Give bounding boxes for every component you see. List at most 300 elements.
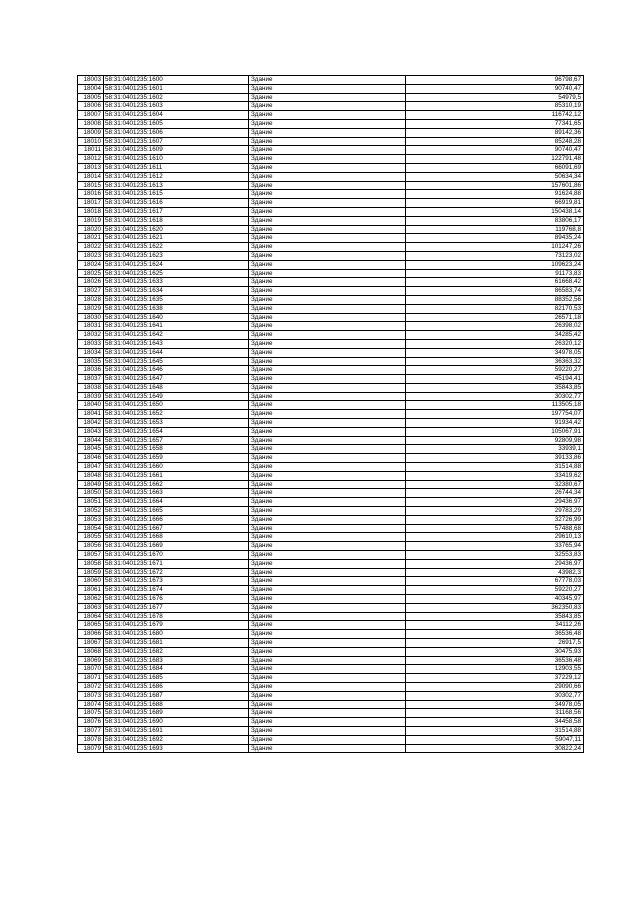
cadastral-value: 66091,69: [406, 163, 584, 172]
cadastral-number: 58:31:0401235:1688: [104, 700, 249, 709]
table-row: [78, 656, 584, 665]
row-number: 18011: [78, 146, 104, 155]
object-type: Здание: [249, 322, 406, 331]
table-row: [78, 146, 584, 155]
table-row: [78, 612, 584, 621]
row-number: 18070: [78, 665, 104, 674]
cadastral-number: 58:31:0401235:1611: [104, 163, 249, 172]
cadastral-number: 58:31:0401235:1601: [104, 84, 249, 93]
object-type: Здание: [249, 709, 406, 718]
cadastral-value: 30475,93: [406, 647, 584, 656]
cadastral-value: 36536,48: [406, 656, 584, 665]
row-number: 18033: [78, 339, 104, 348]
table-row: [78, 436, 584, 445]
object-type: Здание: [249, 119, 406, 128]
cadastral-value: 89142,36: [406, 128, 584, 137]
row-number: 18056: [78, 542, 104, 551]
row-number: 18071: [78, 674, 104, 683]
table-row: [78, 243, 584, 252]
object-type: Здание: [249, 559, 406, 568]
table-row: [78, 207, 584, 216]
row-number: 18020: [78, 225, 104, 234]
cadastral-value: 36536,48: [406, 630, 584, 639]
row-number: 18015: [78, 181, 104, 190]
row-number: 18049: [78, 480, 104, 489]
cadastral-number: 58:31:0401235:1693: [104, 744, 249, 753]
row-number: 18030: [78, 313, 104, 322]
object-type: Здание: [249, 427, 406, 436]
row-number: 18038: [78, 383, 104, 392]
cadastral-number: 58:31:0401235:1643: [104, 339, 249, 348]
cadastral-number: 58:31:0401235:1648: [104, 383, 249, 392]
row-number: 18057: [78, 551, 104, 560]
cadastral-value: 113505,18: [406, 401, 584, 410]
object-type: Здание: [249, 410, 406, 419]
table-row: [78, 128, 584, 137]
row-number: 18066: [78, 630, 104, 639]
cadastral-value: 26744,34: [406, 489, 584, 498]
table-body: [78, 76, 584, 753]
table-row: [78, 111, 584, 120]
row-number: 18021: [78, 234, 104, 243]
object-type: Здание: [249, 216, 406, 225]
object-type: Здание: [249, 647, 406, 656]
cadastral-value: 34978,05: [406, 700, 584, 709]
table-row: [78, 427, 584, 436]
object-type: Здание: [249, 199, 406, 208]
table-row: [78, 339, 584, 348]
cadastral-number: 58:31:0401235:1683: [104, 656, 249, 665]
object-type: Здание: [249, 269, 406, 278]
object-type: Здание: [249, 313, 406, 322]
cadastral-number: 58:31:0401235:1604: [104, 111, 249, 120]
cadastral-value: 116742,12: [406, 111, 584, 120]
cadastral-value: 77341,65: [406, 119, 584, 128]
row-number: 18055: [78, 533, 104, 542]
cadastral-number: 58:31:0401235:1689: [104, 709, 249, 718]
row-number: 18029: [78, 304, 104, 313]
cadastral-number: 58:31:0401235:1673: [104, 577, 249, 586]
object-type: Здание: [249, 489, 406, 498]
table-row: [78, 744, 584, 753]
cadastral-number: 58:31:0401235:1671: [104, 559, 249, 568]
cadastral-number: 58:31:0401235:1640: [104, 313, 249, 322]
cadastral-value: 31168,56: [406, 709, 584, 718]
cadastral-value: 12903,55: [406, 665, 584, 674]
cadastral-number: 58:31:0401235:1634: [104, 287, 249, 296]
table-row: [78, 190, 584, 199]
table-row: [78, 392, 584, 401]
row-number: 18027: [78, 287, 104, 296]
cadastral-number: 58:31:0401235:1602: [104, 93, 249, 102]
cadastral-value: 66919,81: [406, 199, 584, 208]
cadastral-number: 58:31:0401235:1645: [104, 357, 249, 366]
cadastral-number: 58:31:0401235:1668: [104, 533, 249, 542]
cadastral-number: 58:31:0401235:1678: [104, 612, 249, 621]
cadastral-value: 26398,02: [406, 322, 584, 331]
table-row: [78, 735, 584, 744]
row-number: 18065: [78, 621, 104, 630]
object-type: Здание: [249, 524, 406, 533]
cadastral-value: 31514,88: [406, 463, 584, 472]
row-number: 18003: [78, 76, 104, 85]
table-row: [78, 102, 584, 111]
table-row: [78, 366, 584, 375]
table-row: [78, 718, 584, 727]
row-number: 18012: [78, 155, 104, 164]
row-number: 18069: [78, 656, 104, 665]
row-number: 18017: [78, 199, 104, 208]
cadastral-number: 58:31:0401235:1684: [104, 665, 249, 674]
object-type: Здание: [249, 445, 406, 454]
row-number: 18006: [78, 102, 104, 111]
row-number: 18064: [78, 612, 104, 621]
row-number: 18005: [78, 93, 104, 102]
object-type: Здание: [249, 674, 406, 683]
cadastral-number: 58:31:0401235:1685: [104, 674, 249, 683]
object-type: Здание: [249, 718, 406, 727]
table-row: [78, 691, 584, 700]
row-number: 18060: [78, 577, 104, 586]
row-number: 18052: [78, 507, 104, 516]
table-row: [78, 445, 584, 454]
cadastral-number: 58:31:0401235:1605: [104, 119, 249, 128]
table-row: [78, 463, 584, 472]
row-number: 18009: [78, 128, 104, 137]
table-row: [78, 665, 584, 674]
table-row: [78, 269, 584, 278]
cadastral-value: 54979,5: [406, 93, 584, 102]
table-row: [78, 260, 584, 269]
row-number: 18028: [78, 295, 104, 304]
object-type: Здание: [249, 665, 406, 674]
object-type: Здание: [249, 700, 406, 709]
cadastral-value: 34458,58: [406, 718, 584, 727]
table-row: [78, 331, 584, 340]
object-type: Здание: [249, 454, 406, 463]
cadastral-number: 58:31:0401235:1687: [104, 691, 249, 700]
cadastral-number: 58:31:0401235:1618: [104, 216, 249, 225]
object-type: Здание: [249, 93, 406, 102]
object-type: Здание: [249, 612, 406, 621]
table-row: [78, 524, 584, 533]
cadastral-number: 58:31:0401235:1641: [104, 322, 249, 331]
row-number: 18067: [78, 639, 104, 648]
cadastral-value: 90740,47: [406, 84, 584, 93]
cadastral-number: 58:31:0401235:1661: [104, 471, 249, 480]
object-type: Здание: [249, 621, 406, 630]
cadastral-value: 88352,56: [406, 295, 584, 304]
object-type: Здание: [249, 656, 406, 665]
cadastral-number: 58:31:0401235:1642: [104, 331, 249, 340]
cadastral-number: 58:31:0401235:1616: [104, 199, 249, 208]
table-row: [78, 278, 584, 287]
row-number: 18047: [78, 463, 104, 472]
table-row: [78, 181, 584, 190]
table-row: [78, 674, 584, 683]
cadastral-value: 50634,34: [406, 172, 584, 181]
cadastral-value: 43982,3: [406, 568, 584, 577]
cadastral-value: 86583,74: [406, 287, 584, 296]
cadastral-value: 73123,02: [406, 251, 584, 260]
object-type: Здание: [249, 357, 406, 366]
object-type: Здание: [249, 304, 406, 313]
object-type: Здание: [249, 172, 406, 181]
row-number: 18026: [78, 278, 104, 287]
object-type: Здание: [249, 366, 406, 375]
object-type: Здание: [249, 128, 406, 137]
object-type: Здание: [249, 630, 406, 639]
cadastral-value: 33419,62: [406, 471, 584, 480]
cadastral-value: 32380,67: [406, 480, 584, 489]
cadastral-number: 58:31:0401235:1666: [104, 515, 249, 524]
cadastral-number: 58:31:0401235:1677: [104, 603, 249, 612]
cadastral-number: 58:31:0401235:1660: [104, 463, 249, 472]
cadastral-value-table: [77, 75, 584, 753]
object-type: Здание: [249, 603, 406, 612]
object-type: Здание: [249, 401, 406, 410]
cadastral-value: 29436,97: [406, 498, 584, 507]
table-row: [78, 568, 584, 577]
table-row: [78, 119, 584, 128]
cadastral-number: 58:31:0401235:1612: [104, 172, 249, 181]
row-number: 18036: [78, 366, 104, 375]
cadastral-number: 58:31:0401235:1662: [104, 480, 249, 489]
cadastral-number: 58:31:0401235:1664: [104, 498, 249, 507]
table-row: [78, 137, 584, 146]
cadastral-value: 29783,29: [406, 507, 584, 516]
object-type: Здание: [249, 339, 406, 348]
cadastral-number: 58:31:0401235:1691: [104, 726, 249, 735]
table-row: [78, 348, 584, 357]
cadastral-number: 58:31:0401235:1690: [104, 718, 249, 727]
table-row: [78, 639, 584, 648]
cadastral-value: 30302,77: [406, 392, 584, 401]
cadastral-value: 105067,91: [406, 427, 584, 436]
cadastral-value: 26320,12: [406, 339, 584, 348]
table-row: [78, 251, 584, 260]
table-row: [78, 647, 584, 656]
cadastral-value: 29090,66: [406, 682, 584, 691]
cadastral-value: 29436,97: [406, 559, 584, 568]
table-row: [78, 357, 584, 366]
cadastral-value: 57488,68: [406, 524, 584, 533]
cadastral-value: 39133,86: [406, 454, 584, 463]
cadastral-number: 58:31:0401235:1613: [104, 181, 249, 190]
cadastral-number: 58:31:0401235:1607: [104, 137, 249, 146]
row-number: 18063: [78, 603, 104, 612]
cadastral-number: 58:31:0401235:1633: [104, 278, 249, 287]
object-type: Здание: [249, 331, 406, 340]
cadastral-value: 36363,32: [406, 357, 584, 366]
object-type: Здание: [249, 436, 406, 445]
row-number: 18025: [78, 269, 104, 278]
object-type: Здание: [249, 84, 406, 93]
cadastral-value: 30302,77: [406, 691, 584, 700]
cadastral-value: 91173,83: [406, 269, 584, 278]
cadastral-number: 58:31:0401235:1609: [104, 146, 249, 155]
cadastral-value: 362350,83: [406, 603, 584, 612]
cadastral-number: 58:31:0401235:1623: [104, 251, 249, 260]
row-number: 18024: [78, 260, 104, 269]
object-type: Здание: [249, 568, 406, 577]
object-type: Здание: [249, 278, 406, 287]
row-number: 18073: [78, 691, 104, 700]
cadastral-number: 58:31:0401235:1646: [104, 366, 249, 375]
cadastral-value: 35843,85: [406, 612, 584, 621]
object-type: Здание: [249, 102, 406, 111]
row-number: 18048: [78, 471, 104, 480]
table-row: [78, 287, 584, 296]
cadastral-value: 31514,88: [406, 726, 584, 735]
row-number: 18014: [78, 172, 104, 181]
table-row: [78, 630, 584, 639]
cadastral-value: 37229,12: [406, 674, 584, 683]
cadastral-value: 96798,67: [406, 76, 584, 85]
row-number: 18045: [78, 445, 104, 454]
table-row: [78, 454, 584, 463]
cadastral-value: 67778,03: [406, 577, 584, 586]
table-row: [78, 603, 584, 612]
cadastral-number: 58:31:0401235:1649: [104, 392, 249, 401]
row-number: 18051: [78, 498, 104, 507]
row-number: 18040: [78, 401, 104, 410]
cadastral-number: 58:31:0401235:1621: [104, 234, 249, 243]
cadastral-number: 58:31:0401235:1622: [104, 243, 249, 252]
document-sheet: [77, 75, 584, 753]
table-row: [78, 480, 584, 489]
row-number: 18034: [78, 348, 104, 357]
table-row: [78, 682, 584, 691]
cadastral-number: 58:31:0401235:1652: [104, 410, 249, 419]
cadastral-value: 33765,94: [406, 542, 584, 551]
object-type: Здание: [249, 76, 406, 85]
object-type: Здание: [249, 551, 406, 560]
object-type: Здание: [249, 471, 406, 480]
cadastral-number: 58:31:0401235:1680: [104, 630, 249, 639]
row-number: 18016: [78, 190, 104, 199]
cadastral-number: 58:31:0401235:1638: [104, 304, 249, 313]
cadastral-value: 30822,24: [406, 744, 584, 753]
table-row: [78, 172, 584, 181]
cadastral-number: 58:31:0401235:1686: [104, 682, 249, 691]
cadastral-number: 58:31:0401235:1658: [104, 445, 249, 454]
object-type: Здание: [249, 577, 406, 586]
row-number: 18031: [78, 322, 104, 331]
cadastral-value: 101247,26: [406, 243, 584, 252]
table-row: [78, 155, 584, 164]
table-row: [78, 225, 584, 234]
table-row: [78, 551, 584, 560]
cadastral-value: 40345,97: [406, 595, 584, 604]
cadastral-value: 59220,27: [406, 586, 584, 595]
table-row: [78, 709, 584, 718]
cadastral-number: 58:31:0401235:1657: [104, 436, 249, 445]
table-row: [78, 700, 584, 709]
cadastral-value: 83806,17: [406, 216, 584, 225]
table-row: [78, 726, 584, 735]
cadastral-number: 58:31:0401235:1635: [104, 295, 249, 304]
table-row: [78, 621, 584, 630]
table-row: [78, 234, 584, 243]
table-row: [78, 419, 584, 428]
cadastral-number: 58:31:0401235:1620: [104, 225, 249, 234]
table-row: [78, 533, 584, 542]
object-type: Здание: [249, 111, 406, 120]
object-type: Здание: [249, 251, 406, 260]
object-type: Здание: [249, 295, 406, 304]
object-type: Здание: [249, 287, 406, 296]
cadastral-value: 91624,88: [406, 190, 584, 199]
row-number: 18075: [78, 709, 104, 718]
row-number: 18004: [78, 84, 104, 93]
table-row: [78, 498, 584, 507]
cadastral-number: 58:31:0401235:1606: [104, 128, 249, 137]
cadastral-value: 109623,24: [406, 260, 584, 269]
object-type: Здание: [249, 419, 406, 428]
object-type: Здание: [249, 181, 406, 190]
object-type: Здание: [249, 146, 406, 155]
row-number: 18050: [78, 489, 104, 498]
table-row: [78, 322, 584, 331]
cadastral-number: 58:31:0401235:1624: [104, 260, 249, 269]
row-number: 18037: [78, 375, 104, 384]
table-row: [78, 93, 584, 102]
cadastral-number: 58:31:0401235:1617: [104, 207, 249, 216]
table-row: [78, 375, 584, 384]
cadastral-number: 58:31:0401235:1676: [104, 595, 249, 604]
cadastral-number: 58:31:0401235:1692: [104, 735, 249, 744]
cadastral-value: 150438,14: [406, 207, 584, 216]
object-type: Здание: [249, 507, 406, 516]
table-row: [78, 76, 584, 85]
cadastral-value: 197754,07: [406, 410, 584, 419]
row-number: 18046: [78, 454, 104, 463]
row-number: 18008: [78, 119, 104, 128]
object-type: Здание: [249, 744, 406, 753]
object-type: Здание: [249, 260, 406, 269]
object-type: Здание: [249, 533, 406, 542]
cadastral-value: 92809,98: [406, 436, 584, 445]
object-type: Здание: [249, 234, 406, 243]
object-type: Здание: [249, 190, 406, 199]
cadastral-value: 34978,05: [406, 348, 584, 357]
table-row: [78, 515, 584, 524]
cadastral-value: 89435,24: [406, 234, 584, 243]
cadastral-number: 58:31:0401235:1672: [104, 568, 249, 577]
cadastral-number: 58:31:0401235:1615: [104, 190, 249, 199]
cadastral-value: 85248,28: [406, 137, 584, 146]
cadastral-number: 58:31:0401235:1654: [104, 427, 249, 436]
row-number: 18062: [78, 595, 104, 604]
row-number: 18077: [78, 726, 104, 735]
cadastral-number: 58:31:0401235:1679: [104, 621, 249, 630]
cadastral-value: 91934,42: [406, 419, 584, 428]
cadastral-value: 34112,26: [406, 621, 584, 630]
row-number: 18042: [78, 419, 104, 428]
row-number: 18044: [78, 436, 104, 445]
cadastral-value: 85310,19: [406, 102, 584, 111]
row-number: 18035: [78, 357, 104, 366]
cadastral-number: 58:31:0401235:1667: [104, 524, 249, 533]
row-number: 18007: [78, 111, 104, 120]
object-type: Здание: [249, 691, 406, 700]
cadastral-number: 58:31:0401235:1650: [104, 401, 249, 410]
cadastral-value: 59047,11: [406, 735, 584, 744]
cadastral-number: 58:31:0401235:1665: [104, 507, 249, 516]
cadastral-value: 61668,42: [406, 278, 584, 287]
row-number: 18072: [78, 682, 104, 691]
